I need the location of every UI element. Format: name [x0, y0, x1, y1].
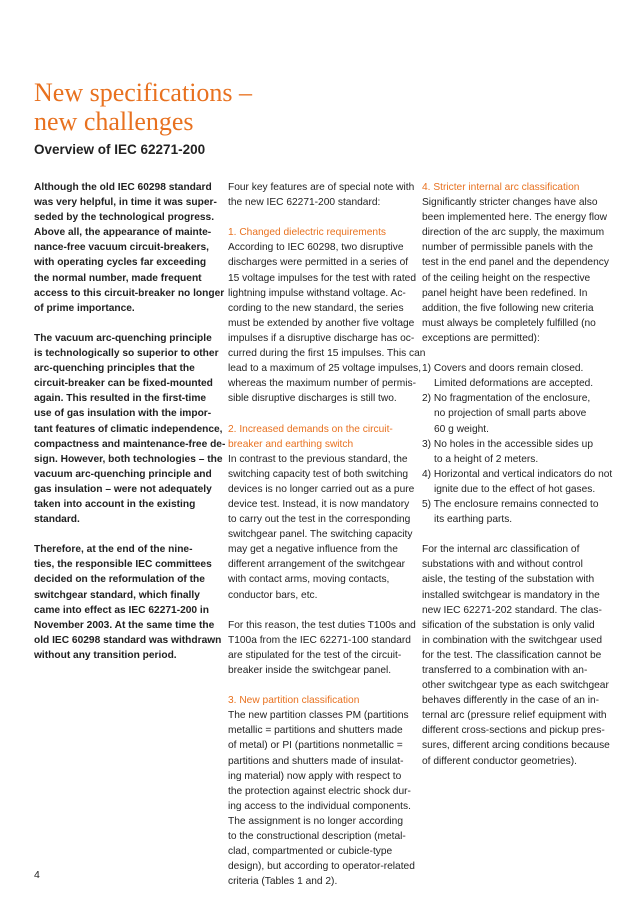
text-line: circuit-breaker can be fixed-mounted: [34, 378, 213, 390]
text-line: breaker inside the switchgear panel.: [228, 665, 392, 676]
text-line: curred during the first 15 impulses. This can: [228, 348, 426, 360]
text-line: taken into account in the existing: [34, 498, 196, 510]
text-line: November 2003. At the same time the: [34, 619, 215, 631]
page-title-line: New specifications –: [34, 78, 253, 107]
text-line: access to this circuit-breaker no longer: [34, 287, 225, 299]
text-line: of different conductor geometries).: [422, 755, 577, 767]
text-line: of metal) or PI (partitions nonmetallic =: [228, 740, 403, 752]
text-line: cording to the new standard, the series: [228, 302, 404, 314]
text-line: is technologically so superior to other: [34, 348, 219, 360]
column-features: [228, 180, 426, 889]
list-item: [422, 497, 608, 527]
text-line: Above all, the appearance of mainte-: [34, 227, 212, 239]
list-item-line: 2) No fragmentation of the enclosure,: [422, 393, 591, 405]
list-item: [422, 467, 613, 497]
text-line: T100a from the IEC 62271-100 standard: [228, 634, 411, 646]
text-line: criteria (Tables 1 and 2).: [228, 876, 338, 888]
text-line: must always be completely fulfilled (no: [422, 317, 596, 329]
text-line: sign. However, both technologies – the: [34, 453, 223, 465]
paragraph: [228, 240, 426, 406]
text-line: clad, compartmented or cubicle-type: [228, 846, 393, 858]
text-line: came into effect as IEC 62271-200 in: [34, 604, 209, 616]
text-line: sures, different arcing conditions because: [422, 740, 610, 752]
text-line: device test. Instead, it is now mandatory: [228, 498, 410, 510]
paragraph: [34, 542, 222, 663]
text-line: The vacuum arc-quenching principle: [34, 332, 212, 344]
text-line: direction of the arc supply, the maximum: [422, 227, 605, 239]
text-line: ing material) now apply with respect to: [228, 770, 402, 782]
text-line: standard.: [34, 514, 80, 526]
section-heading: [228, 693, 412, 708]
text-line: again. This resulted in the first-time: [34, 393, 207, 405]
paragraph-gap: [228, 678, 412, 693]
text-line: nance-free vacuum circuit-breakers,: [34, 242, 209, 254]
text-line: design), but according to operator-related: [228, 861, 415, 873]
list-item-line: 4) Horizontal and vertical indicators do not: [422, 468, 613, 480]
text-line: ties, the responsible IEC committees: [34, 559, 212, 571]
text-line: to the constructional description (metal-: [228, 831, 406, 843]
text-line: tant features of climatic independence,: [34, 423, 223, 435]
text-line: sible disruptive discharges is still two.: [228, 393, 397, 405]
text-line: For the internal arc classification of: [422, 544, 580, 556]
paragraph: [228, 708, 415, 889]
heading-line: 4. Stricter internal arc classification: [422, 182, 580, 193]
text-line: gas insulation – were not adequately: [34, 483, 212, 495]
list-item-line: its earthing parts.: [434, 514, 513, 526]
text-line: aisle, the testing of the substation with: [422, 574, 595, 586]
heading-line: breaker and earthing switch: [228, 438, 354, 450]
text-line: vacuum arc-quenching principle and: [34, 468, 212, 480]
text-line: of prime importance.: [34, 302, 135, 314]
text-line: the normal number, made frequent: [34, 272, 202, 284]
text-line: Significantly stricter changes have also: [422, 197, 598, 209]
text-line: conductor bars, etc.: [228, 589, 318, 601]
text-line: 15 voltage impulses for the test with rated: [228, 272, 417, 284]
text-line: installed switchgear is mandatory in the: [422, 589, 600, 601]
text-line: must be extended by another five voltage: [228, 317, 415, 329]
list-item: [422, 437, 608, 467]
text-line: Four key features are of special note with: [228, 182, 415, 193]
text-line: The assignment is no longer according: [228, 815, 403, 827]
text-line: Therefore, at the end of the nine-: [34, 544, 193, 556]
text-line: According to IEC 60298, two disruptive: [228, 242, 404, 254]
text-line: addition, the five following new criteria: [422, 302, 594, 314]
text-line: seded by the technological progress.: [34, 212, 215, 224]
list-item: [422, 361, 608, 391]
text-line: behaves differently in the case of an in-: [422, 695, 600, 707]
criteria-list: [422, 361, 613, 527]
text-line: the new IEC 62271-200 standard:: [228, 197, 381, 209]
text-line: switchgear panel. The switching capacity: [228, 529, 413, 541]
paragraph: [228, 618, 416, 678]
text-line: switching capacity test of both switching: [228, 468, 409, 480]
text-line: lead to a maximum of 25 voltage impulses,: [228, 363, 422, 375]
list-item-line: 60 g weight.: [434, 423, 489, 435]
text-line: transferred to a combination with an-: [422, 665, 588, 676]
list-item-line: 3) No holes in the accessible sides up: [422, 438, 594, 450]
text-line: Although the old IEC 60298 standard: [34, 182, 212, 193]
text-line: partitions and shutters made of insulat-: [228, 755, 404, 767]
page-number: 4: [34, 869, 40, 881]
paragraph: [422, 195, 608, 346]
list-item-line: ignite due to the effect of hot gases.: [434, 483, 596, 495]
text-line: In contrast to the previous standard, the: [228, 453, 408, 465]
paragraph-gap: [422, 527, 608, 542]
paragraph-gap: [422, 346, 608, 361]
text-line: sification of the substation is only valid: [422, 619, 595, 631]
text-line: new IEC 62271-202 standard. The clas-: [422, 604, 602, 616]
text-line: with contact arms, moving contacts,: [228, 574, 390, 586]
text-line: decided on the reformulation of the: [34, 574, 205, 586]
text-line: use of gas insulation with the impor-: [34, 408, 212, 420]
paragraph: [34, 180, 225, 316]
page-title: [34, 78, 252, 136]
text-line: with operating cycles far exceeding: [34, 257, 207, 269]
paragraph: [228, 452, 415, 603]
text-line: may get a negative influence from the: [228, 544, 398, 556]
text-line: to carry out the test in the corresponding: [228, 514, 411, 526]
text-line: impulses if a disruptive discharge has oc-: [228, 332, 415, 344]
text-line: ing access to the individual components.: [228, 800, 411, 812]
text-line: ternal arc (pressure relief equipment with: [422, 710, 607, 722]
section-heading: [228, 422, 412, 452]
text-line: arc-quenching principles that the: [34, 363, 195, 375]
text-line: switchgear standard, which finally: [34, 589, 200, 601]
text-line: lightning impulse withstand voltage. Ac-: [228, 287, 406, 299]
text-line: discharges were permitted in a series of: [228, 257, 409, 269]
text-line: are stipulated for the test of the circuit-: [228, 649, 402, 661]
text-line: exceptions are permitted):: [422, 332, 540, 344]
paragraph-gap: [34, 527, 218, 542]
text-line: number of permissible panels with the: [422, 242, 594, 254]
heading-line: 3. New partition classification: [228, 695, 360, 707]
text-line: without any transition period.: [34, 649, 177, 661]
column-arc-classification: [422, 180, 613, 769]
list-item: [422, 391, 608, 436]
text-line: whereas the maximum number of permis-: [228, 378, 416, 390]
text-line: The new partition classes PM (partitions: [228, 710, 409, 722]
list-item-line: no projection of small parts above: [434, 408, 587, 420]
text-line: other switchgear type as each switchgear: [422, 680, 609, 692]
text-line: devices is no longer carried out as a pure: [228, 483, 415, 495]
heading-line: 1. Changed dielectric requirements: [228, 227, 386, 239]
paragraph: [228, 180, 415, 210]
paragraph-gap: [34, 316, 218, 331]
paragraph-gap: [228, 210, 412, 225]
heading-line: 2. Increased demands on the circuit-: [228, 423, 393, 435]
paragraph-gap: [228, 603, 412, 618]
list-item-line: 1) Covers and doors remain closed.: [422, 363, 584, 375]
paragraph: [422, 542, 608, 768]
list-item-line: to a height of 2 meters.: [434, 453, 539, 465]
text-line: was very helpful, in time it was super-: [34, 197, 217, 209]
text-line: panel height have been redefined. In: [422, 287, 588, 299]
paragraph: [34, 331, 226, 527]
text-line: compactness and maintenance-free de-: [34, 438, 226, 450]
text-line: substations with and without control: [422, 559, 583, 571]
text-line: test in the end panel and the dependency: [422, 257, 609, 269]
text-line: old IEC 60298 standard was withdrawn: [34, 634, 222, 646]
column-intro: [34, 180, 226, 663]
section-heading: [228, 225, 412, 240]
text-line: in combination with the switchgear used: [422, 634, 603, 646]
page-subtitle: Overview of IEC 62271-200: [34, 142, 206, 157]
text-line: different arrangement of the switchgear: [228, 559, 406, 571]
section-heading: [422, 180, 608, 195]
list-item-line: 5) The enclosure remains connected to: [422, 498, 599, 510]
paragraph-gap: [228, 406, 412, 421]
text-line: of the ceiling height on the respective: [422, 272, 591, 284]
list-item-line: Limited deformations are accepted.: [434, 378, 594, 390]
text-line: For this reason, the test duties T100s and: [228, 619, 416, 631]
page-title-line: new challenges: [34, 107, 194, 136]
text-line: metallic = partitions and shutters made: [228, 725, 403, 737]
text-line: the protection against electric shock dur-: [228, 785, 411, 797]
text-line: been implemented here. The energy flow: [422, 212, 607, 224]
text-line: for the test. The classification cannot be: [422, 649, 602, 661]
text-line: different cross-sections and pickup pres-: [422, 725, 605, 737]
